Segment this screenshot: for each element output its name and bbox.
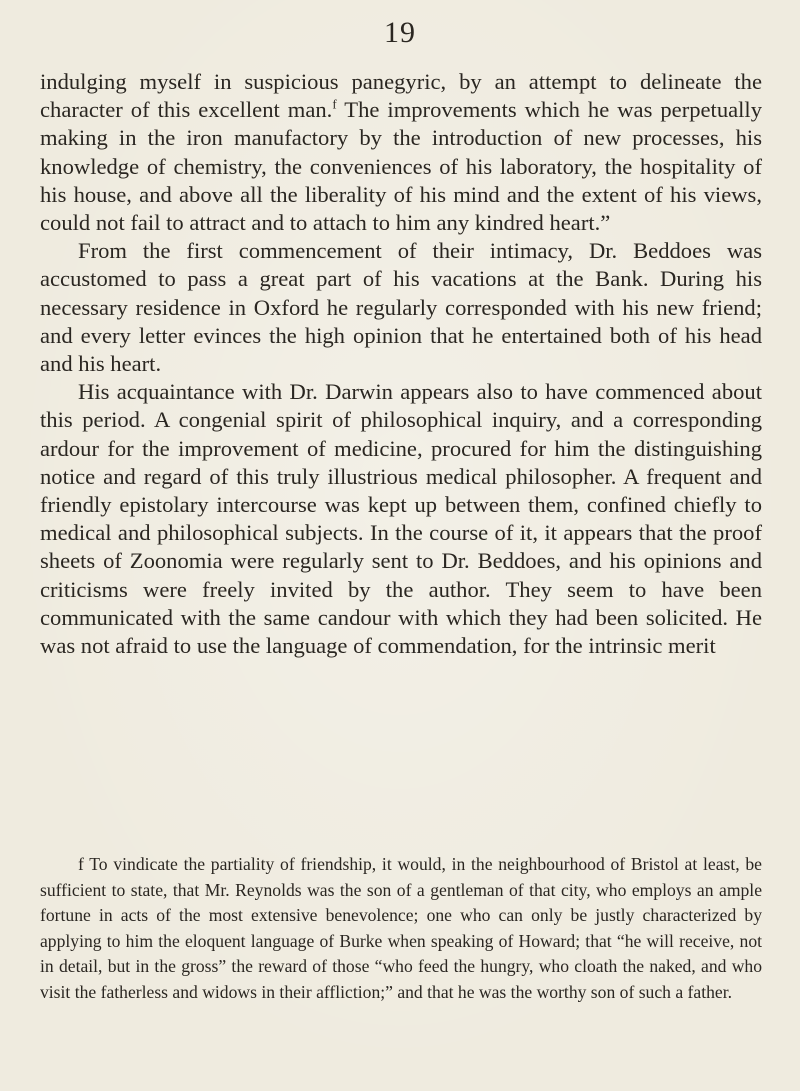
paragraph-continuation xyxy=(40,68,762,237)
page-number: 19 xyxy=(384,16,416,49)
footnote: f To vindicate the partiality of friendship, it would, in the neighbourhood of Bristol at least, be sufficient to state, that Mr. Reynolds was the son of a gentleman of that city, who employs an ample fortune in acts of the most extensive benevolence; one who can only be justly characterized by applying to him the eloquent language of Burke when speaking of Howard; that “he will receive, not in detail, but in the gross” the reward of those “who feed the hungry, who cloath the naked, and who visit the fatherless and widows in their affliction;” and that he was the worthy son of such a father. xyxy=(40,854,762,1002)
paragraph-continuation-text: indulging myself in suspicious panegyric, by an attempt to delineate the character of this excellent man. xyxy=(40,69,762,123)
paragraph-darwin-acquaintance: His acquaintance with Dr. Darwin appears also to have commenced about this period. A congenial spirit of philosophical inquiry, and a corresponding ardour for the improvement of medicine, procured for him the distinguishing notice and regard of this truly illustrious medical philosopher. A frequent and friendly epistolary intercourse was kept up between them, confined chiefly to medical and philosophical subjects. In the course of it, it appears that the proof sheets of Zoonomia were regularly sent to Dr. Beddoes, and his opinions and criticisms were freely invited by the author. They seem to have been communicated with the same candour with which they had been solicited. He was not afraid to use the language of commendation, for the intrinsic merit xyxy=(40,379,762,659)
paragraph-continuation-rest: The improvements which he was perpetually making in the iron manufactory by the introduction of new processes, his knowledge of chemistry, the conveniences of his laboratory, the hospitality of his house, and above all the liberality of his mind and the extent of his views, could not fail to attract and to attach to him any kindred heart.” xyxy=(40,97,762,236)
main-text xyxy=(40,68,762,660)
footnote-marker: f xyxy=(332,96,337,112)
paragraph-beddoes-visits: From the first commencement of their intimacy, Dr. Beddoes was accustomed to pass a great part of his vacations at the Bank. During his necessary residence in Oxford he regularly corresponded with his new friend; and every letter evinces the high opinion that he entertained both of his head and his heart. xyxy=(40,238,762,377)
